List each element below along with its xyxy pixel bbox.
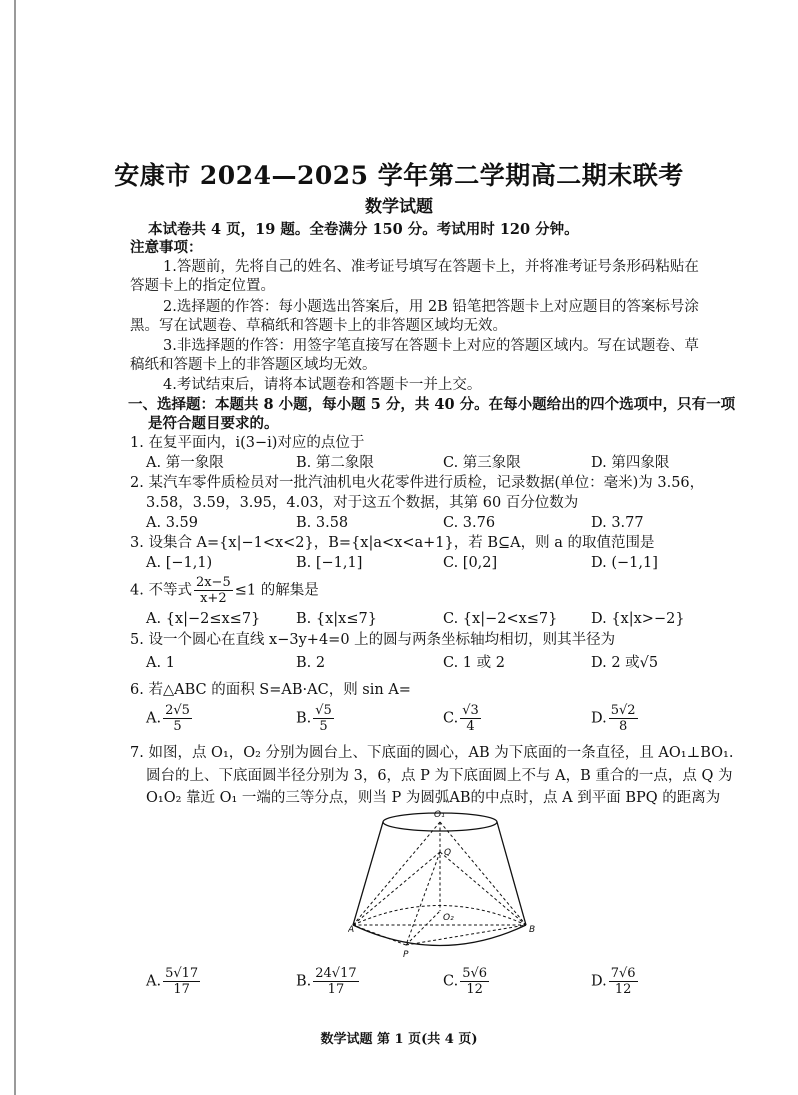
q7-option-a	[146, 966, 202, 997]
q7-option-d	[591, 966, 640, 997]
question-6-stem: 6. 若△ABC 的面积 S=AB·AC，则 sin A=	[130, 682, 411, 698]
q4-stem-prefix: 4. 不等式	[130, 582, 192, 599]
q6-option-b-denominator: 5	[319, 719, 328, 734]
q6-option-b-label: B.	[296, 710, 312, 727]
label-b: B	[529, 925, 536, 935]
q4-option-a: A. {x|−2≤x≤7}	[146, 611, 261, 627]
frustum-figure	[348, 808, 548, 960]
q6-option-a	[146, 703, 194, 734]
q6-option-c-fraction	[460, 703, 481, 734]
q6-option-d-denominator: 8	[618, 719, 628, 734]
q4-fraction-numerator: 2x−5	[195, 575, 231, 590]
q7-option-c-denominator: 12	[466, 982, 483, 997]
q6-option-d-label: D.	[591, 710, 607, 727]
q2-option-d: D. 3.77	[591, 515, 644, 531]
q6-option-a-label: A.	[146, 710, 162, 727]
label-q: Q	[444, 848, 452, 858]
q2-option-b: B. 3.58	[296, 515, 349, 531]
q7-option-a-label: A.	[146, 973, 162, 990]
q6-option-a-numerator: 2√5	[165, 703, 190, 718]
q6-option-d-numerator: 5√2	[610, 703, 636, 718]
question-7-stem-2: 圆台的上、下底面圆半径分别为 3，6，点 P 为下底面圆上不与 A，B 重合的一点，点 Q 为	[146, 768, 733, 784]
section-heading-cont: 是符合题目要求的。	[148, 415, 279, 432]
q7-option-d-numerator: 7√6	[610, 966, 636, 981]
q4-stem-suffix: ≤1 的解集是	[234, 582, 319, 599]
label-a: A	[348, 925, 355, 935]
q6-option-c-label: C.	[443, 710, 459, 727]
q3-option-c: C. [0,2]	[443, 555, 498, 571]
notice-heading: 注意事项：	[130, 239, 203, 256]
q7-option-b-numerator: 24√17	[315, 966, 357, 981]
exam-subtitle: 数学试题	[365, 197, 433, 217]
question-2-stem-1: 2. 某汽车零件质检员对一批汽油机电火花零件进行质检，记录数据(单位：毫米)为 3.56，	[130, 475, 705, 491]
q2-option-c: C. 3.76	[443, 515, 496, 531]
q1-option-a: A. 第一象限	[146, 455, 224, 471]
q7-option-d-fraction	[609, 966, 638, 997]
q5-option-b: B. 2	[296, 655, 326, 671]
exam-intro: 本试卷共 4 页，19 题。全卷满分 150 分。考试用时 120 分钟。	[148, 221, 579, 238]
notice-line-7: 4.考试结束后，请将本试题卷和答题卡一并上交。	[163, 377, 482, 393]
q7-option-b-label: B.	[296, 973, 312, 990]
q2-option-a: A. 3.59	[146, 515, 198, 531]
q1-option-c: C. 第三象限	[443, 455, 521, 471]
q1-option-d: D. 第四象限	[591, 455, 670, 471]
q6-option-b-fraction	[313, 703, 334, 734]
q6-option-a-fraction	[163, 703, 192, 734]
q6-option-c-numerator: √3	[462, 703, 479, 718]
q6-option-d-fraction	[609, 703, 638, 734]
q5-option-a: A. 1	[146, 655, 175, 671]
q7-option-a-fraction	[163, 966, 200, 997]
exam-title: 安康市 2024—2025 学年第二学期高二期末联考	[114, 161, 684, 190]
question-7-stem-3: O₁O₂ 靠近 O₁ 一端的三等分点，则当 P 为圆弧AB的中点时，点 A 到平面 BPQ 的距离为	[146, 790, 721, 806]
q1-option-b: B. 第二象限	[296, 455, 374, 471]
q7-option-b	[296, 966, 361, 997]
notice-line-6: 稿纸和答题卡上的非答题区域均无效。	[130, 357, 377, 373]
q7-option-a-denominator: 17	[173, 982, 190, 997]
q6-option-c	[443, 703, 483, 734]
q5-option-d: D. 2 或√5	[591, 655, 659, 671]
q7-option-a-numerator: 5√17	[165, 966, 199, 981]
notice-line-2: 答题卡上的指定位置。	[130, 278, 275, 294]
q7-option-c-numerator: 5√6	[462, 966, 488, 981]
q7-option-d-denominator: 12	[614, 982, 632, 997]
q3-option-a: A. [−1,1)	[146, 555, 213, 571]
q4-option-c: C. {x|−2<x≤7}	[443, 611, 558, 627]
q6-option-b	[296, 703, 336, 734]
q7-option-c	[443, 966, 491, 997]
label-o2: O₂	[443, 913, 454, 923]
question-3-stem: 3. 设集合 A={x|−1<x<2}，B={x|a<x<a+1}，若 B⊆A，则 a 的取值范围是	[130, 535, 655, 551]
q6-option-b-numerator: √5	[315, 703, 332, 718]
q4-inequality-fraction	[194, 575, 233, 606]
q3-option-b: B. [−1,1]	[296, 555, 363, 571]
question-4-stem	[130, 575, 319, 606]
label-p: P	[403, 950, 409, 960]
notice-line-4: 黑。写在试题卷、草稿纸和答题卡上的非答题区域均无效。	[130, 318, 507, 334]
q6-option-d	[591, 703, 640, 734]
question-7-stem-1: 7. 如图，点 O₁，O₂ 分别为圆台上、下底面的圆心，AB 为下底面的一条直径，且 AO₁⊥BO₁.	[130, 745, 734, 761]
q7-option-c-fraction	[460, 966, 489, 997]
q4-option-b: B. {x|x≤7}	[296, 611, 377, 627]
q3-option-d: D. (−1,1]	[591, 555, 658, 571]
q7-option-d-label: D.	[591, 973, 607, 990]
label-o1: O₁	[434, 810, 445, 820]
notice-line-1: 1.答题前，先将自己的姓名、准考证号填写在答题卡上，并将准考证号条形码粘贴在	[163, 259, 699, 275]
q7-option-b-fraction	[313, 966, 358, 997]
q4-option-d: D. {x|x>−2}	[591, 611, 685, 627]
q7-option-b-denominator: 17	[327, 982, 345, 997]
section-heading: 一、选择题：本题共 8 小题，每小题 5 分，共 40 分。在每小题给出的四个选项中，只有一项	[128, 396, 736, 413]
notice-line-5: 3.非选择题的作答：用签字笔直接写在答题卡上对应的答题区域内。写在试题卷、草	[163, 338, 699, 354]
q7-option-c-label: C.	[443, 973, 459, 990]
notice-line-3: 2.选择题的作答：每小题选出答案后，用 2B 铅笔把答题卡上对应题目的答案标号涂	[163, 299, 699, 315]
q6-option-c-denominator: 4	[466, 719, 475, 734]
q5-option-c: C. 1 或 2	[443, 655, 505, 671]
question-1-stem: 1. 在复平面内，i(3−i)对应的点位于	[130, 435, 365, 451]
question-2-stem-2: 3.58，3.59，3.95，4.03，对于这五个数据，其第 60 百分位数为	[146, 495, 579, 511]
question-5-stem: 5. 设一个圆心在直线 x−3y+4=0 上的圆与两条坐标轴均相切，则其半径为	[130, 632, 616, 648]
q4-fraction-denominator: x+2	[200, 591, 227, 606]
q6-option-a-denominator: 5	[173, 719, 182, 734]
page-footer: 数学试题 第 1 页(共 4 页)	[320, 1032, 478, 1047]
